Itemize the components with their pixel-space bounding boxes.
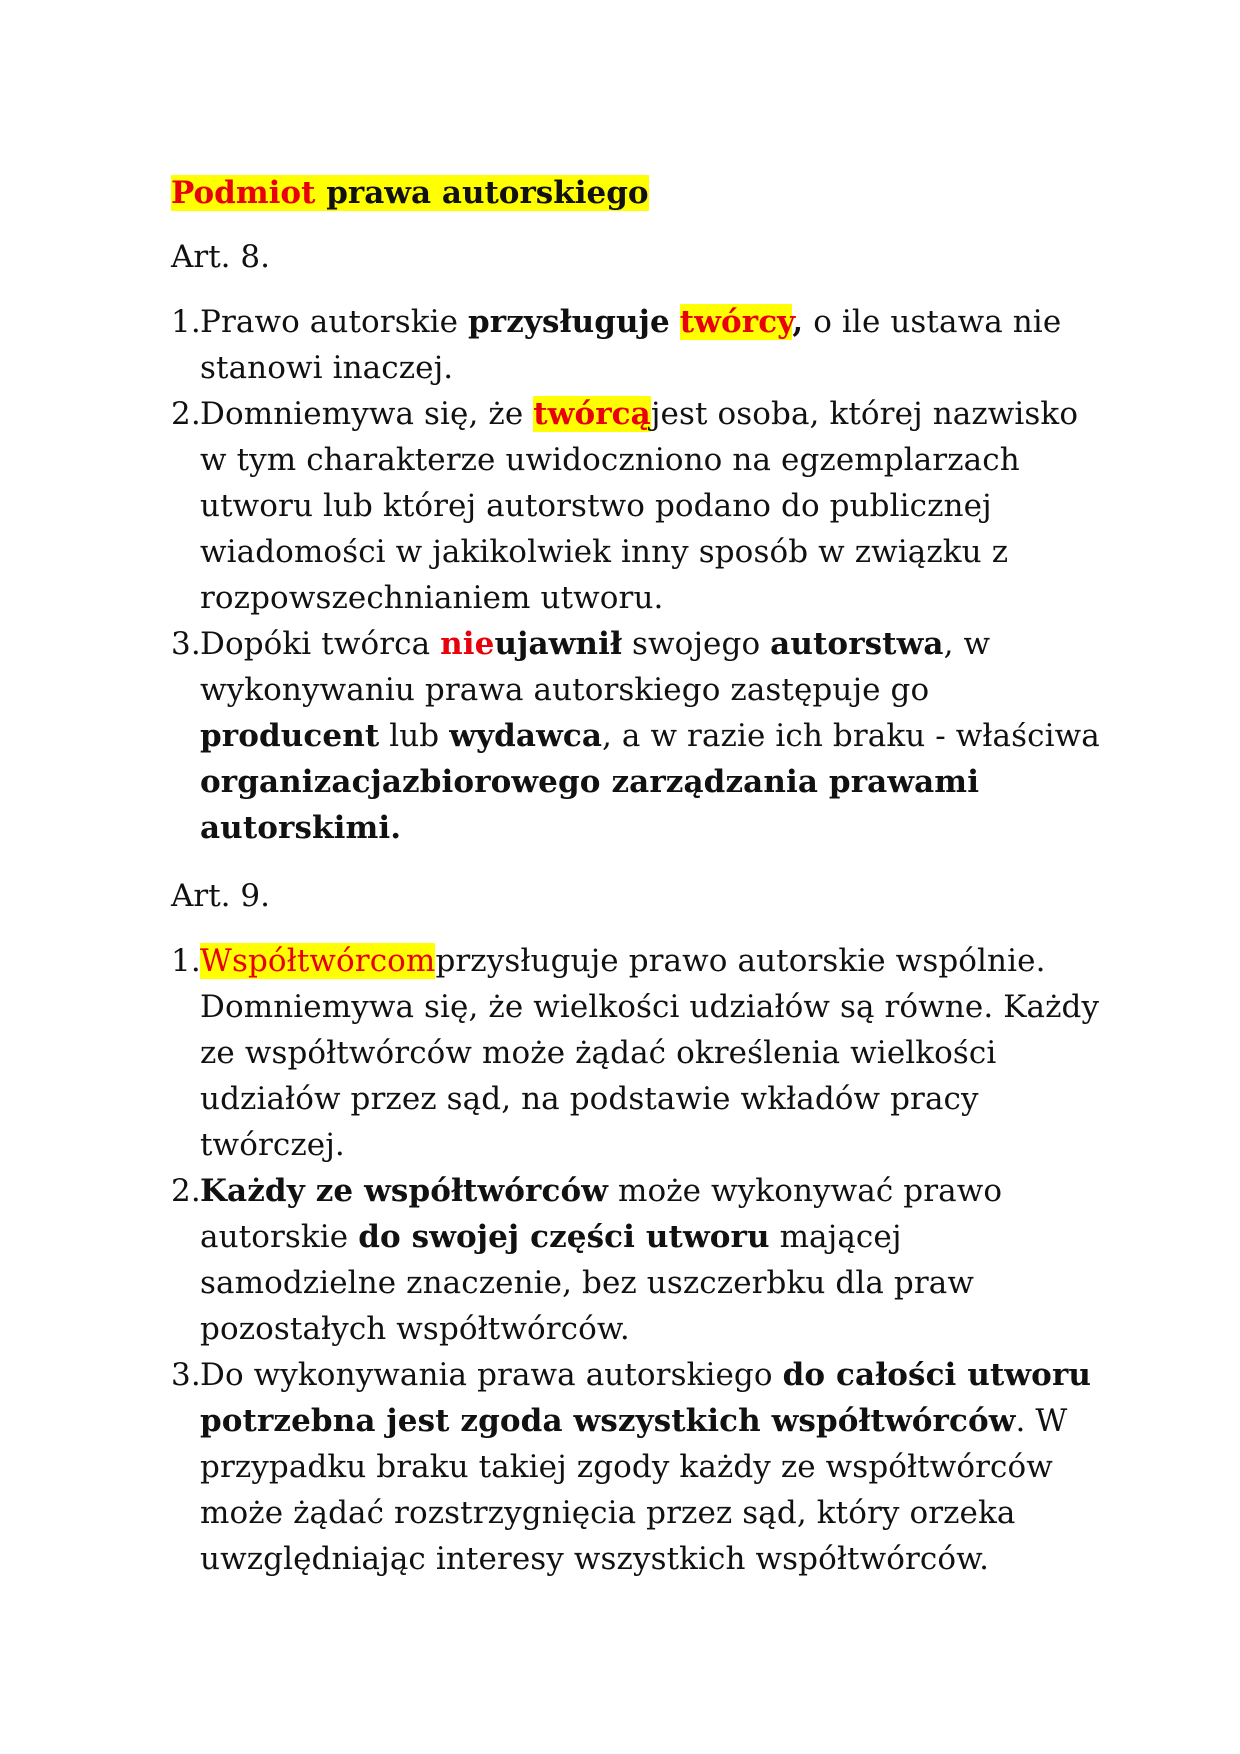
item-text: o ile ustawa nie stanowi inaczej. xyxy=(200,304,1062,386)
item-text: może wykonywać prawo autorskie xyxy=(200,1173,1003,1255)
article-9-item-3 xyxy=(171,1352,1101,1582)
item-number: 2. xyxy=(171,1173,201,1209)
bold-phrase: organizacjazbiorowego zarządzania prawami autorskimi. xyxy=(200,764,980,846)
bold-phrase: wydawca xyxy=(449,718,603,754)
item-text: swojego xyxy=(621,626,771,662)
item-text: Prawo autorskie xyxy=(200,304,469,340)
item-number: 3. xyxy=(171,626,201,662)
bold-phrase: ujawnił xyxy=(494,626,622,662)
item-text: , w wykonywaniu prawa autorskiego zastępuje go xyxy=(200,626,991,708)
item-text: Dopóki twórca xyxy=(200,626,441,662)
article-8-item-2 xyxy=(171,391,1101,621)
article-8-item-1 xyxy=(171,299,1101,391)
red-term: nie xyxy=(440,626,495,662)
section-title-rest: prawa autorskiego xyxy=(315,175,649,211)
article-9-list xyxy=(171,938,1101,1582)
article-9-item-1 xyxy=(171,938,1101,1168)
item-text: Domniemywa się, że xyxy=(200,396,534,432)
bold-phrase: do swojej części utworu xyxy=(358,1219,770,1255)
article-9-item-2 xyxy=(171,1168,1101,1352)
article-8-list xyxy=(171,299,1101,851)
item-text: lub xyxy=(379,718,450,754)
highlighted-term: twórcy xyxy=(679,304,793,340)
item-text: jest osoba, której nazwisko w tym charakterze uwidoczniono na egzemplarzach utworu lub której autorstwo podano do publicznej wiadomości w jakikolwiek inny sposób w związku z rozpowszechnianiem utworu. xyxy=(200,396,1079,616)
item-text: , a w razie ich braku - właściwa xyxy=(602,718,1100,754)
item-number: 1. xyxy=(171,943,201,979)
article-8-item-3 xyxy=(171,621,1101,851)
item-number: 3. xyxy=(171,1357,201,1393)
document-page xyxy=(171,170,1101,1582)
item-number: 1. xyxy=(171,304,201,340)
bold-phrase: do całości utworu potrzebna jest zgoda wszystkich współtwórców xyxy=(200,1357,1092,1439)
article-9-heading: Art. 9. xyxy=(171,878,270,914)
item-text xyxy=(670,304,680,340)
highlighted-term: twórcą xyxy=(533,396,651,432)
section-title-highlight xyxy=(171,175,649,211)
bold-phrase: autorstwa xyxy=(770,626,944,662)
bold-phrase: przysługuje xyxy=(468,304,670,340)
article-8-heading: Art. 8. xyxy=(171,239,270,275)
section-title xyxy=(171,170,1101,216)
section-title-keyword: Podmiot xyxy=(171,175,316,211)
item-number: 2. xyxy=(171,396,201,432)
item-text: . W przypadku braku takiej zgody każdy ze współtwórców może żądać rozstrzygnięcia przez sąd, który orzeka uwzględniając interesy wszystkich współtwórców. xyxy=(200,1403,1068,1577)
item-text: przysługuje prawo autorskie wspólnie. Domniemywa się, że wielkości udziałów są równe. Każdy ze współtwórców może żądać określenia wielkości udziałów przez sąd, na podstawie wkładów pracy twórczej. xyxy=(200,943,1100,1163)
item-text: mającej samodzielne znaczenie, bez uszczerbku dla praw pozostałych współtwórców. xyxy=(200,1219,974,1347)
item-text: Do wykonywania prawa autorskiego xyxy=(200,1357,783,1393)
bold-phrase: producent xyxy=(200,718,380,754)
bold-phrase: , xyxy=(792,304,804,340)
bold-phrase: Każdy ze współtwórców xyxy=(200,1173,609,1209)
highlighted-term: Współtwórcom xyxy=(200,943,436,979)
